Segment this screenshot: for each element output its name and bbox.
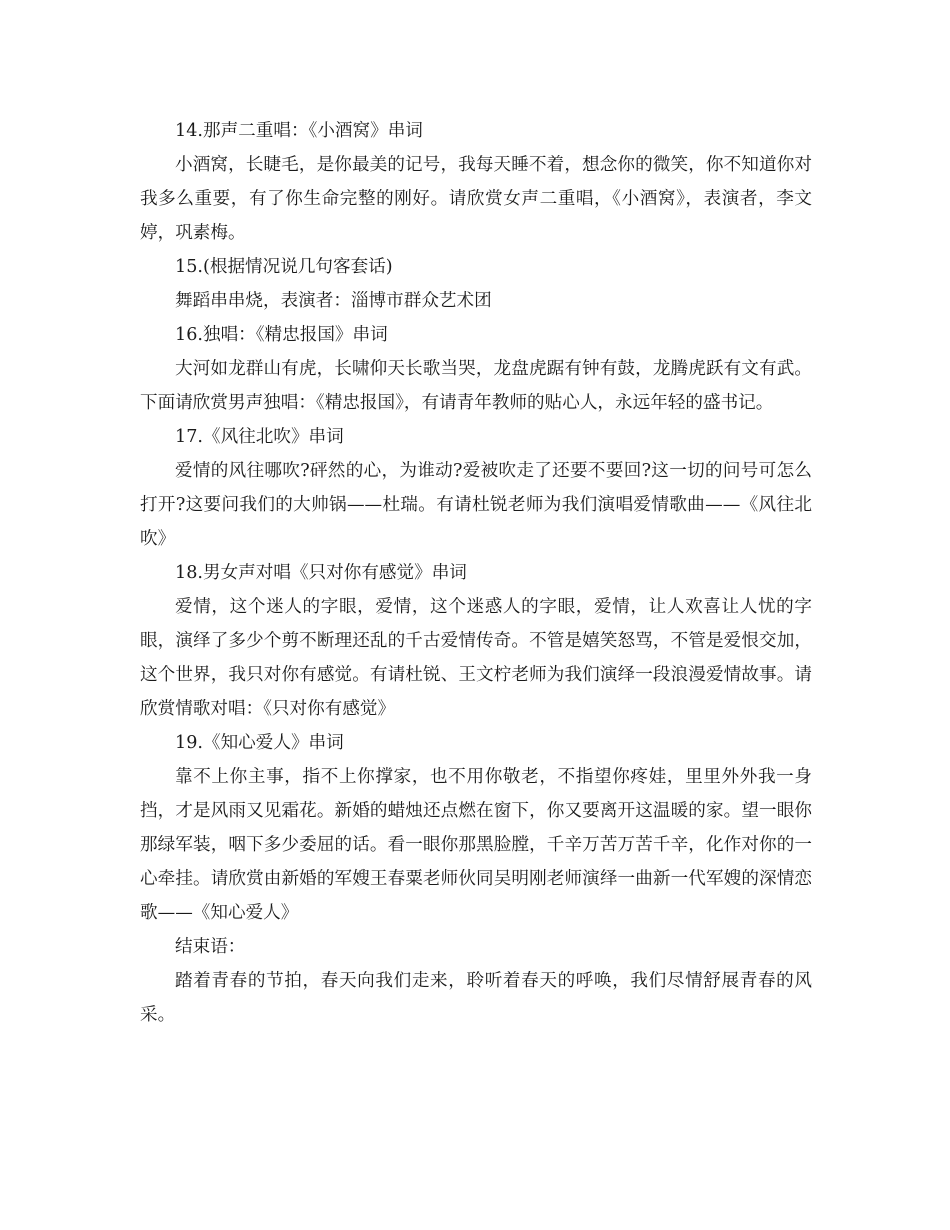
paragraph: 舞蹈串串烧，表演者：淄博市群众艺术团 bbox=[175, 291, 492, 311]
heading-item-18: 18.男女声对唱《只对你有感觉》串词 bbox=[175, 563, 467, 583]
paragraph: 爱情，这个迷人的字眼，爱情，这个迷惑人的字眼，爱情，让人欢喜让人忧的字眼，演绎了多少个剪不断理还乱的千古爱情传奇。不管是嬉笑怒骂，不管是爱恨交加，这个世界，我只对你有感觉。有请杜锐、王文柠老师为我们演绎一段浪漫爱情故事。请欣赏情歌对唱：《只对你有感觉》 bbox=[140, 597, 812, 719]
paragraph: 靠不上你主事，指不上你撑家，也不用你敬老，不指望你疼娃，里里外外我一身挡，才是风雨又见霜花。新婚的蜡烛还点燃在窗下，你又要离开这温暖的家。望一眼你那绿军装，咽下多少委屈的话。看一眼你那黑脸膛，千辛万苦万苦千辛，化作对你的一心牵挂。请欣赏由新婚的军嫂王春粟老师伙同吴明刚老师演绎一曲新一代军嫂的深情恋歌——《知心爱人》 bbox=[140, 767, 812, 923]
heading-item-16: 16.独唱：《精忠报国》串词 bbox=[175, 325, 388, 345]
closing-heading: 结束语： bbox=[175, 937, 246, 957]
paragraph: 爱情的风往哪吹?砰然的心，为谁动?爱被吹走了还要不要回?这一切的问号可怎么打开?这要问我们的大帅锅——杜瑞。有请杜锐老师为我们演唱爱情歌曲——《风往北吹》 bbox=[140, 461, 812, 549]
document-body bbox=[140, 114, 812, 1032]
heading-item-14: 14.那声二重唱：《小酒窝》串词 bbox=[175, 121, 423, 141]
heading-item-19: 19.《知心爱人》串词 bbox=[175, 733, 344, 753]
paragraph: 小酒窝，长睫毛，是你最美的记号，我每天睡不着，想念你的微笑，你不知道你对我多么重要，有了你生命完整的刚好。请欣赏女声二重唱，《小酒窝》，表演者，李文婷，巩素梅。 bbox=[140, 155, 812, 243]
paragraph: 大河如龙群山有虎，长啸仰天长歌当哭，龙盘虎踞有钟有鼓，龙腾虎跃有文有武。下面请欣赏男声独唱：《精忠报国》，有请青年教师的贴心人，永远年轻的盛书记。 bbox=[140, 359, 812, 413]
heading-item-17: 17.《风往北吹》串词 bbox=[175, 427, 344, 447]
closing-paragraph: 踏着青春的节拍，春天向我们走来，聆听着春天的呼唤，我们尽情舒展青春的风采。 bbox=[140, 971, 812, 1025]
heading-item-15: 15.(根据情况说几句客套话) bbox=[175, 257, 393, 277]
